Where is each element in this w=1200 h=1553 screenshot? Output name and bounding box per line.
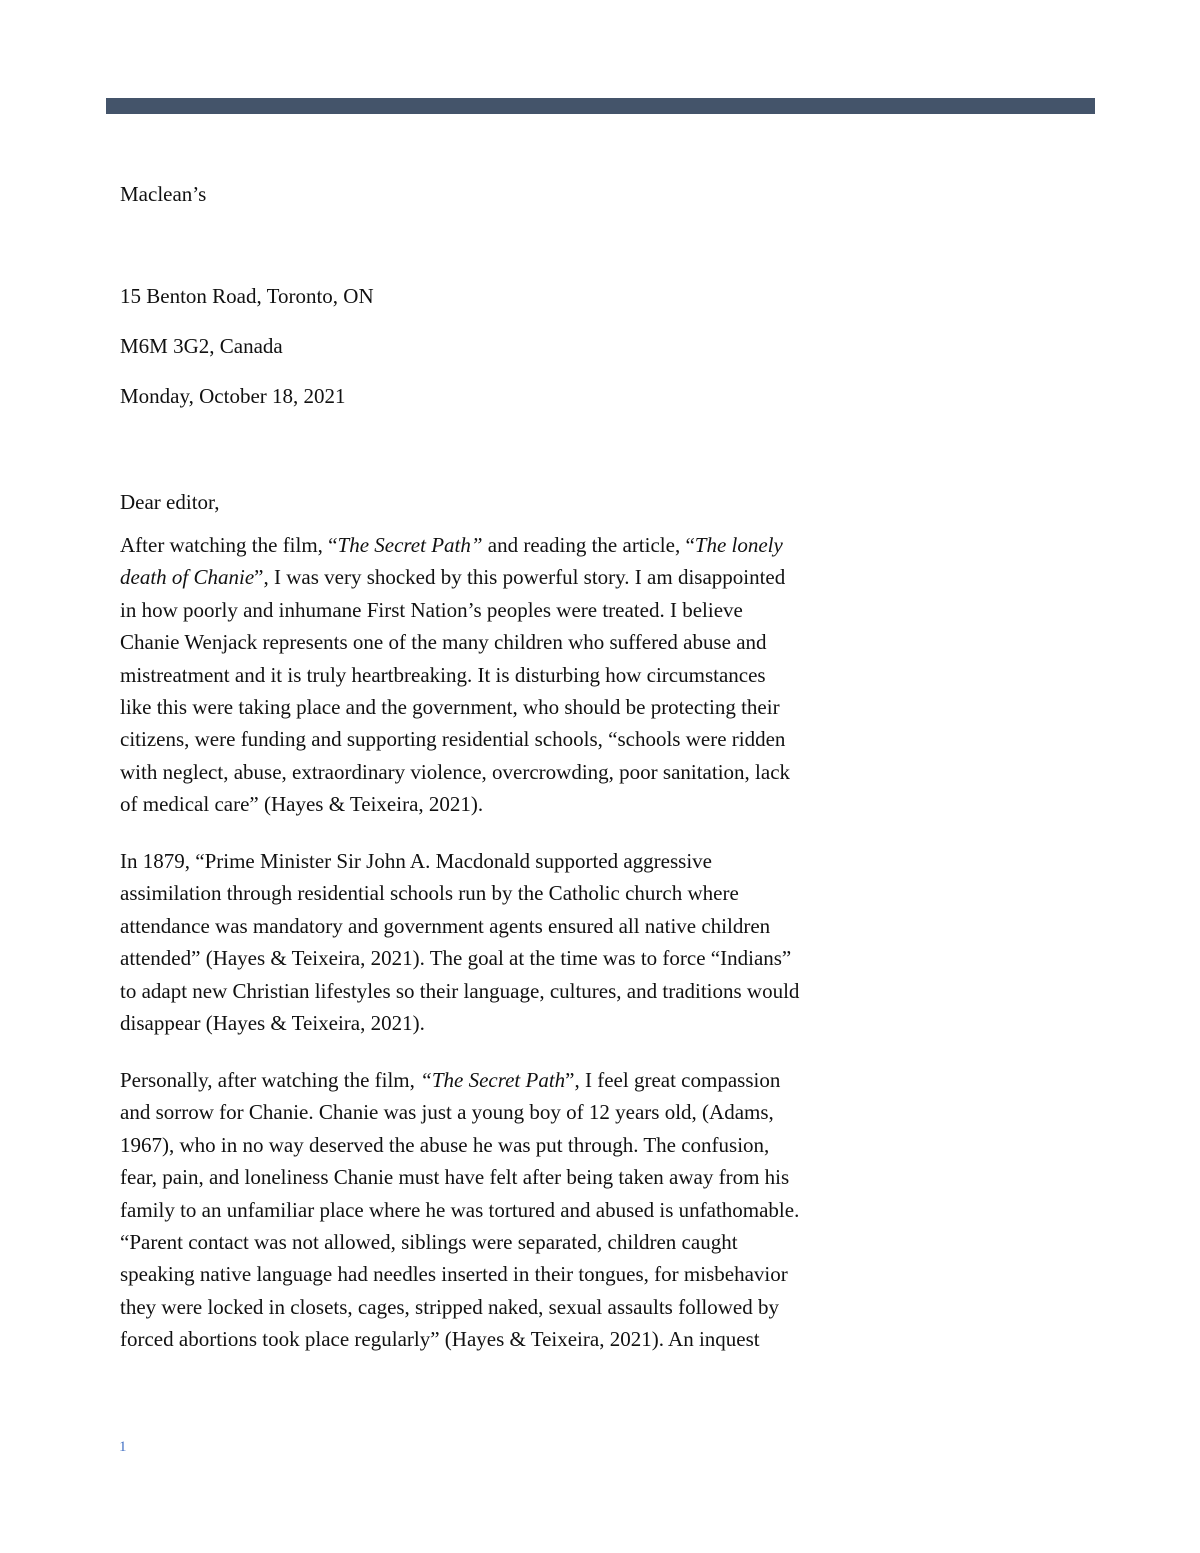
film-title: “The Secret Path <box>420 1068 566 1092</box>
article-title-cont: death of Chanie <box>120 565 255 590</box>
address-line-2: M6M 3G2, Canada <box>120 334 283 358</box>
paragraph-2: In 1879, “Prime Minister Sir John A. Macdonald supported aggressive assimilation through residential schools run by the Catholic church where attendance was mandatory and government agents ensured all native children attended” (Hayes & Teixeira, 2021). The goal at the time was to force “Indians” to adapt new Christian lifestyles so their language, cultures, and traditions would disappear (Hayes & Teixeira, 2021). <box>120 849 800 1036</box>
letter-date: Monday, October 18, 2021 <box>120 384 346 408</box>
film-title: The Secret Path” <box>337 533 483 557</box>
paragraph-3: Personally, after watching the film, “The Secret Path”, I feel great compassion and sorrow for Chanie. Chanie was just a young boy of 12 years old, (Adams, 1967), who in no way deserved the abuse he was put through. The confusion, fear, pain, and loneliness Chanie must have felt after being taken away from his family to an unfamiliar place where he was tortured and abused is unfathomable. “Parent contact was not allowed, siblings were separated, children caught speaking native language had needles inserted in their tongues, for misbehavior they were locked in closets, cages, stripped naked, sexual assaults followed by forced abortions took place regularly” (Hayes & Teixeira, 2021). An inquest <box>120 1068 800 1352</box>
publication-name: Maclean’s <box>120 182 207 206</box>
paragraph-1: After watching the film, “The Secret Path” and reading the article, “The lonely death of Chanie”, I was very shocked by this powerful story. I am disappointed in how poorly and inhumane First Nation’s peoples were treated. I believe Chanie Wenjack represents one of the many children who suffered abuse and mistreatment and it is truly heartbreaking. It is disturbing how circumstances like this were taking place and the government, who should be protecting their citizens, were funding and supporting residential schools, “schools were ridden with neglect, abuse, extraordinary violence, overcrowding, poor sanitation, lack of medical care” (Hayes & Teixeira, 2021). <box>120 533 791 817</box>
article-title: The lonely <box>694 533 783 557</box>
header-bar <box>106 98 1095 114</box>
salutation: Dear editor, <box>120 490 220 514</box>
page-number: 1 <box>119 1439 127 1455</box>
address-line-1: 15 Benton Road, Toronto, ON <box>120 284 374 308</box>
